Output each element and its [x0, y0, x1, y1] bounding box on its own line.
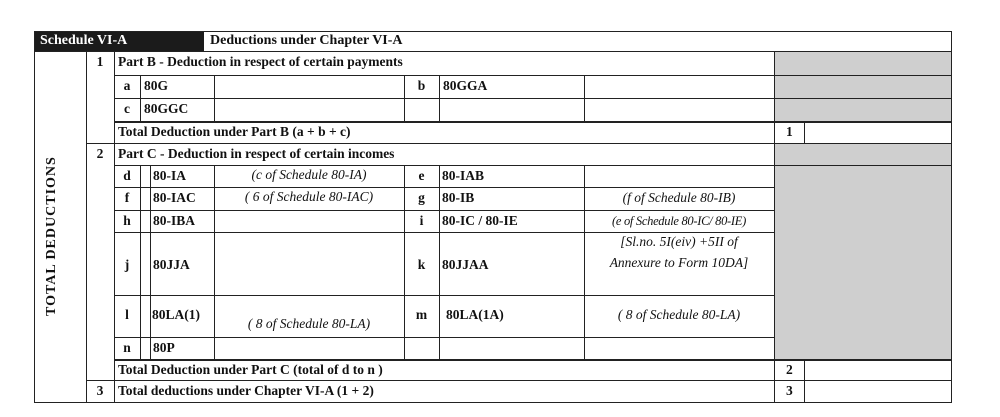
row-letter: h: [123, 213, 131, 228]
note-80ia: (c of Schedule 80-IA): [251, 167, 367, 182]
row-letter: e: [418, 168, 425, 183]
input-80ggc[interactable]: [215, 99, 403, 120]
section-80ic-80ie: 80-IC / 80-IE: [442, 213, 518, 228]
shaded-area-part-b: [774, 52, 952, 122]
section-80iac: 80-IAC: [153, 190, 196, 205]
border-right: [951, 31, 952, 403]
row-letter: b: [417, 78, 426, 93]
vline: [140, 165, 141, 359]
note-80ib: (f of Schedule 80-IB): [622, 190, 736, 205]
hline: [86, 143, 952, 144]
input-80iab[interactable]: [585, 166, 773, 186]
row-letter: a: [123, 78, 131, 93]
row-letter: c: [124, 101, 130, 116]
section-80ia: 80-IA: [153, 168, 186, 183]
shaded-area-part-c: [774, 144, 952, 360]
row-letter: m: [415, 307, 428, 322]
schedule-via-form: [34, 31, 952, 403]
part-c-number: 2: [96, 146, 104, 161]
part-c-total-number: 2: [786, 362, 793, 377]
hline: [114, 337, 774, 338]
part-c-title: Part C - Deduction in respect of certain incomes: [118, 146, 395, 161]
section-80ib: 80-IB: [442, 190, 475, 205]
section-80g: 80G: [144, 78, 169, 93]
hline: [114, 210, 774, 211]
row-letter: d: [123, 168, 131, 183]
vline: [86, 51, 87, 403]
note-80jjaa-line2: Annexure to Form 10DA]: [609, 255, 749, 270]
input-80iba[interactable]: [215, 211, 403, 231]
row-letter: k: [417, 257, 426, 272]
hline: [34, 51, 952, 52]
part-c-total-label: Total Deduction under Part C (total of d to n ): [118, 362, 383, 377]
hline: [114, 295, 774, 296]
part-b-title: Part B - Deduction in respect of certain payments: [118, 54, 403, 69]
vline: [439, 75, 440, 121]
grand-total-box-number: 3: [786, 383, 793, 398]
part-b-total-input[interactable]: [805, 122, 951, 143]
part-b-total-number: 1: [786, 124, 793, 139]
section-80p: 80P: [153, 340, 175, 355]
note-80iac: ( 6 of Schedule 80-IAC): [244, 189, 374, 204]
section-80gga: 80GGA: [443, 78, 488, 93]
vline: [774, 51, 775, 403]
part-b-total-label: Total Deduction under Part B (a + b + c): [118, 124, 351, 139]
hline: [114, 165, 952, 166]
input-80g[interactable]: [215, 76, 403, 97]
row-letter: g: [418, 190, 425, 205]
section-80iba: 80-IBA: [153, 213, 196, 228]
row-letter: n: [123, 340, 131, 355]
border-bottom: [34, 402, 952, 403]
hline: [114, 232, 774, 233]
section-80ggc: 80GGC: [144, 101, 189, 116]
input-80jja[interactable]: [215, 233, 403, 294]
note-80ic-80ie: (e of Schedule 80-IC/ 80-IE): [612, 214, 746, 228]
section-80jjaa: 80JJAA: [442, 257, 489, 272]
part-c-total-input[interactable]: [805, 361, 951, 380]
vline: [439, 165, 440, 359]
border-top: [34, 31, 952, 32]
vline: [140, 75, 141, 121]
schedule-code: Schedule VI-A: [40, 33, 128, 48]
section-80jja: 80JJA: [153, 257, 190, 272]
section-80la1a: 80LA(1A): [446, 307, 504, 322]
side-label: TOTAL DEDUCTIONS: [44, 156, 59, 316]
input-80gga[interactable]: [585, 76, 773, 97]
row-letter: l: [125, 307, 129, 322]
note-80jjaa-line1: [Sl.no. 5I(eiv) +5II of: [620, 234, 738, 249]
grand-total-label: Total deductions under Chapter VI-A (1 + 2): [118, 383, 374, 398]
note-80la1a: ( 8 of Schedule 80-LA): [617, 307, 741, 322]
grand-total-input[interactable]: [805, 381, 951, 401]
note-80la1: ( 8 of Schedule 80-LA): [247, 316, 371, 331]
border-left: [34, 31, 35, 403]
section-80la1: 80LA(1): [152, 307, 200, 322]
vline: [150, 165, 151, 359]
grand-total-number: 3: [96, 383, 104, 398]
row-letter: j: [124, 257, 130, 272]
schedule-title: Deductions under Chapter VI-A: [210, 33, 403, 48]
part-b-number: 1: [96, 54, 104, 69]
section-80iab: 80-IAB: [442, 168, 485, 183]
hline: [114, 187, 774, 188]
row-letter: i: [419, 213, 424, 228]
row-letter: f: [124, 190, 130, 205]
input-80p[interactable]: [215, 338, 403, 358]
